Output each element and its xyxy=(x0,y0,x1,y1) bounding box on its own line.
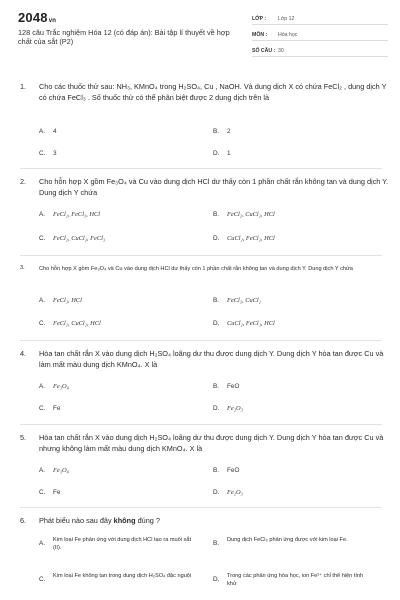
option-label: B. xyxy=(213,383,220,390)
question-text-part: đúng ? xyxy=(135,516,160,525)
option-a[interactable] xyxy=(39,211,100,219)
option-text: Dung dịch FeCl₃ phản ứng được với kim loại Fe. xyxy=(227,537,348,543)
question-divider xyxy=(20,340,382,341)
question-text: Hòa tan chất rắn X vào dung dịch H₂SO₄ loãng dư thu được dung dịch Y. Dung dịch Y hòa tan được Cu và nhưng không làm mất màu dung dịch KMnO₄. X là xyxy=(39,433,384,453)
meta-key: MÔN : xyxy=(252,31,268,38)
question-number: 3. xyxy=(20,265,25,271)
option-text: FeO xyxy=(227,383,240,390)
option-text: FeCl₂, FeCl₃, HCl xyxy=(53,211,101,218)
question-divider xyxy=(20,507,382,508)
meta-value: 30 xyxy=(278,47,284,54)
option-label: B. xyxy=(213,467,220,474)
option-label: A. xyxy=(39,467,46,474)
option-label: D. xyxy=(213,320,220,327)
option-text: FeO xyxy=(227,467,240,474)
meta-value: Lớp 12 xyxy=(278,15,295,22)
option-label: D. xyxy=(213,150,220,157)
question-number: 6. xyxy=(20,516,27,525)
question-text xyxy=(39,516,389,527)
option-a[interactable] xyxy=(39,383,69,391)
option-label: B. xyxy=(213,128,220,135)
question-number: 2. xyxy=(20,177,27,186)
meta-row-count xyxy=(252,45,388,57)
question-text: Cho hỗn hợp X gồm Fe₃O₄ và Cu vào dung dịch HCl dư thấy còn 1 phần chất rắn không tan và dung dịch Y. Dung dịch Y chứa xyxy=(39,266,353,272)
option-b[interactable] xyxy=(213,297,261,305)
meta-info xyxy=(252,13,388,57)
option-label: A. xyxy=(39,128,46,135)
question-divider xyxy=(20,424,382,425)
option-c[interactable] xyxy=(39,405,60,413)
option-c[interactable] xyxy=(39,150,57,158)
option-d[interactable] xyxy=(213,405,243,413)
question-text: Hòa tan chất rắn X vào dung dịch H₂SO₄ loãng dư thu được dung dịch Y. Dung dịch Y hòa tan được Cu và làm mất màu dung dịch KMnO₄. X là xyxy=(39,349,384,369)
option-label: B. xyxy=(213,297,220,304)
question-divider xyxy=(20,255,382,256)
page-title: 128 câu Trắc nghiệm Hóa 12 (có đáp án): Bài tập lí thuyết về hợp chất của sắt (P2) xyxy=(18,28,230,46)
option-b[interactable] xyxy=(213,467,239,475)
option-text: Fe₂O₃ xyxy=(227,489,243,496)
question-text: Cho hỗn hợp X gồm Fe₃O₄ và Cu vào dung dịch HCl dư thấy còn 1 phần chất rắn không tan và dung dịch Y. Dung dịch Y chứa xyxy=(39,177,389,197)
question-text-emphasis: không xyxy=(113,516,136,525)
meta-row-subject xyxy=(252,29,388,41)
option-d[interactable] xyxy=(213,235,275,243)
question-text-part: Phát biểu nào sau đây xyxy=(39,516,114,525)
meta-key: LỚP : xyxy=(252,15,267,22)
option-label: D. xyxy=(213,235,220,242)
question-text: Cho các thuốc thử sau: NH₃, KMnO₄ trong H₂SO₄, Cu , NaOH. Và dung dịch X có chứa FeCl₂ , dung dịch Y có chứa FeCl₃ . Số thuốc thử có thể phân biệt được 2 dung dịch trên là xyxy=(39,82,387,102)
option-text: Trong các phản ứng hóa học, ion Fe²⁺ chỉ thể hiện tính khử xyxy=(227,573,364,587)
option-label: D. xyxy=(213,576,220,583)
option-text: FeCl₃, HCl xyxy=(53,297,82,304)
option-label: C. xyxy=(39,489,46,496)
option-text: Kim loại Fe phản ứng với dung dịch HCl tạo ra muối sắt (II). xyxy=(53,537,192,551)
option-b[interactable] xyxy=(213,383,239,391)
option-label: B. xyxy=(213,211,220,218)
option-label: A. xyxy=(39,383,46,390)
option-text: 4 xyxy=(53,128,57,135)
option-label: C. xyxy=(39,235,46,242)
option-a[interactable] xyxy=(39,297,82,305)
option-text: 2 xyxy=(227,128,231,135)
option-text: Fe xyxy=(53,405,61,412)
option-text: Fe₃O₄ xyxy=(53,467,69,474)
option-c[interactable] xyxy=(39,489,60,497)
option-b[interactable] xyxy=(213,128,231,136)
option-label: A. xyxy=(39,211,46,218)
option-text: Fe₂O₃ xyxy=(227,405,243,412)
option-text: 1 xyxy=(227,150,231,157)
option-text: Fe xyxy=(53,489,61,496)
meta-row-class xyxy=(252,13,388,25)
option-label: C. xyxy=(39,320,46,327)
option-text: FeCl₂, CuCl₂, FeCl₃ xyxy=(53,235,106,242)
option-c[interactable] xyxy=(39,235,105,243)
question-number: 5. xyxy=(20,433,27,442)
option-text: CuCl₂, FeCl₃, HCl xyxy=(227,320,275,327)
question-number: 1. xyxy=(20,82,27,91)
option-text: CuCl₂, FeCl₂, HCl xyxy=(227,235,275,242)
meta-value: Hóa học xyxy=(278,31,298,38)
meta-key: SỐ CÂU : xyxy=(252,47,276,54)
option-label: C. xyxy=(39,405,46,412)
option-label: D. xyxy=(213,405,220,412)
option-label: D. xyxy=(213,489,220,496)
option-text: FeCl₂, CuCl₂, HCl xyxy=(227,211,275,218)
question-number: 4. xyxy=(20,349,27,358)
option-text: Fe₃O₄ xyxy=(53,383,69,390)
option-text: FeCl₃, CuCl₂ xyxy=(227,297,261,304)
option-b[interactable] xyxy=(213,211,275,219)
option-label: B. xyxy=(213,540,220,547)
option-label: C. xyxy=(39,150,46,157)
option-d[interactable] xyxy=(213,150,231,158)
option-c[interactable] xyxy=(39,320,101,328)
option-a[interactable] xyxy=(39,467,69,475)
site-logo[interactable]: 2048vn xyxy=(18,10,57,25)
question-divider xyxy=(20,168,382,169)
option-label: A. xyxy=(39,297,46,304)
option-label: C. xyxy=(39,576,46,583)
document-header xyxy=(0,0,400,62)
option-d[interactable] xyxy=(213,320,275,328)
option-d[interactable] xyxy=(213,489,243,497)
option-text: Kim loại Fe không tan trong dung dịch H₂SO₄ đặc nguội xyxy=(53,573,192,579)
option-text: FeCl₂, CuCl₂, HCl xyxy=(53,320,101,327)
option-a[interactable] xyxy=(39,128,57,136)
option-text: 3 xyxy=(53,150,57,157)
option-label: A. xyxy=(39,540,46,547)
